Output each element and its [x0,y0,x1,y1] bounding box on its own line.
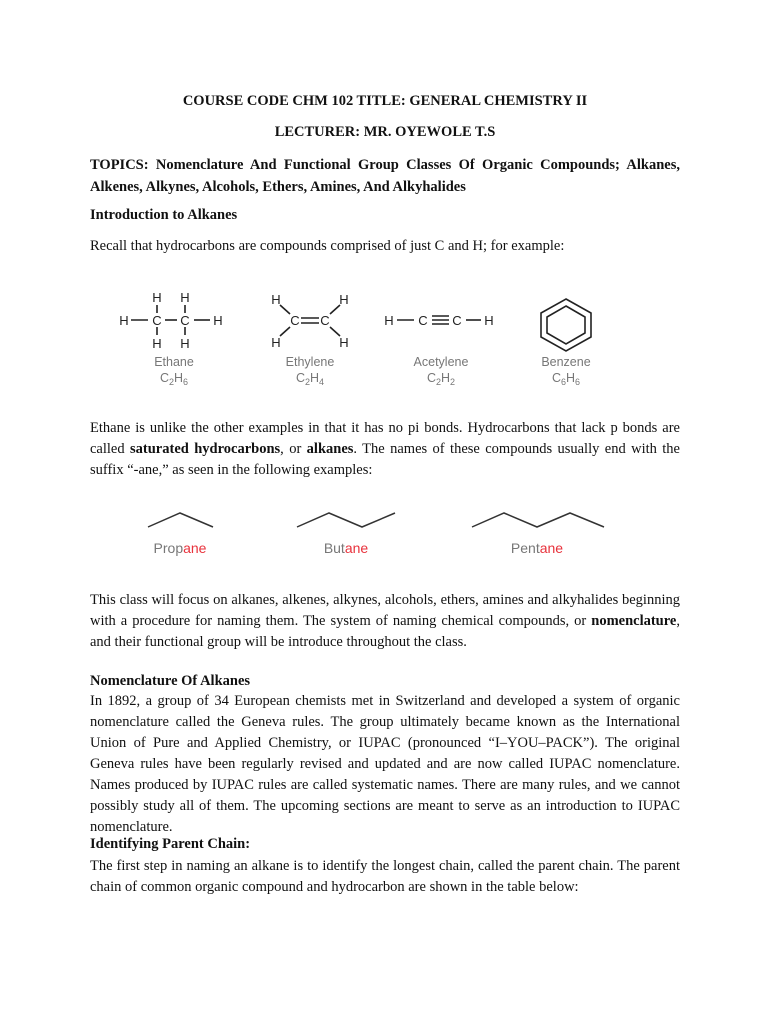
compound-name-acetylene: Acetylene [413,355,469,369]
atom-label: H [384,313,394,328]
term-nomenclature: nomenclature [591,613,677,629]
butane-skeleton [297,513,395,527]
formula-acetylene: $C_2H_2$ [426,371,456,387]
atom-label: H [213,313,223,328]
term-alkanes: alkanes [306,441,354,457]
term-saturated-hydrocarbons: saturated hydrocarbons [130,441,281,457]
lecturer-line: LECTURER: MR. OYEWOLE T.S [274,124,496,140]
course-title: COURSE CODE CHM 102 TITLE: GENERAL CHEMISTRY II [182,93,588,109]
butane-label: Butane [323,540,369,556]
atom-label: C [152,313,162,328]
atom-label: H [152,336,162,351]
compound-name-benzene: Benzene [541,355,591,369]
atom-label: C [418,313,428,328]
atom-label: H [180,336,190,351]
atom-label: H [271,335,281,350]
atom-label: H [339,335,349,350]
atom-label: H [484,313,494,328]
nomenclature-paragraph: In 1892, a group of 34 European chemists met in Switzerland and developed a system of organic nomenclature called the Geneva rules. The group ultimately became known as the International Union of Pure and Applied Chemistry, or IUPAC (pronounced “I–YOU–PACK”). The original Geneva rules have been regularly revised and updated and are now called IUPAC nomenclature. Names produced by IUPAC rules are called systematic names. There are many rules, and we cannot possibly study all of them. The upcoming sections are meant to serve as an introduction to IUPAC nomenclature. [90,693,680,835]
intro-recall-text: Recall that hydrocarbons are compounds comprised of just C and H; for example: [90,238,565,254]
hydrocarbon-structures-figure [110,285,640,390]
parent-chain-heading: Identifying Parent Chain: [90,836,251,852]
atom-label: H [180,290,190,305]
nomenclature-heading: Nomenclature Of Alkanes [90,673,251,689]
atom-label: C [180,313,190,328]
atom-label: C [290,313,300,328]
compound-name-ethane: Ethane [154,355,194,369]
atom-label: C [320,313,330,328]
class-focus-paragraph: This class will focus on alkanes, alkenes, alkynes, alcohols, ethers, amines and alkyhalides beginning with a procedure for naming them. The system of naming chemical compounds, or nomenclature, and their functional group will be introduce throughout the class. [90,592,680,650]
propane-skeleton [148,513,213,527]
pentane-label: Pentane [510,540,564,556]
propane-label: Propane [153,540,207,556]
alkane-examples-figure [130,505,630,565]
formula-ethane: $C_2H_6$ [159,371,189,387]
atom-label: H [152,290,162,305]
atom-label: H [339,292,349,307]
atom-label: H [119,313,129,328]
pentane-skeleton [472,513,604,527]
compound-name-ethylene: Ethylene [285,355,335,369]
formula-benzene: $C_6H_6$ [551,371,581,387]
atom-label: C [452,313,462,328]
topics-line: TOPICS: Nomenclature And Functional Group Classes Of Organic Compounds; Alkanes, Alkenes, Alkynes, Alcohols, Ethers, Amines, And Alkyhalides [90,157,680,195]
parent-chain-paragraph: The first step in naming an alkane is to identify the longest chain, called the parent chain. The parent chain of common organic compound and hydrocarbon are shown in the table below: [90,858,680,895]
formula-ethylene: $C_2H_4$ [295,371,325,387]
atom-label: H [271,292,281,307]
intro-heading: Introduction to Alkanes [90,207,238,223]
ethane-paragraph: Ethane is unlike the other examples in that it has no pi bonds. Hydrocarbons that lack p bonds are called saturated hydrocarbons, or alkanes. The names of these compounds usually end with the suffix “-ane,” as seen in the following examples: [90,420,680,478]
